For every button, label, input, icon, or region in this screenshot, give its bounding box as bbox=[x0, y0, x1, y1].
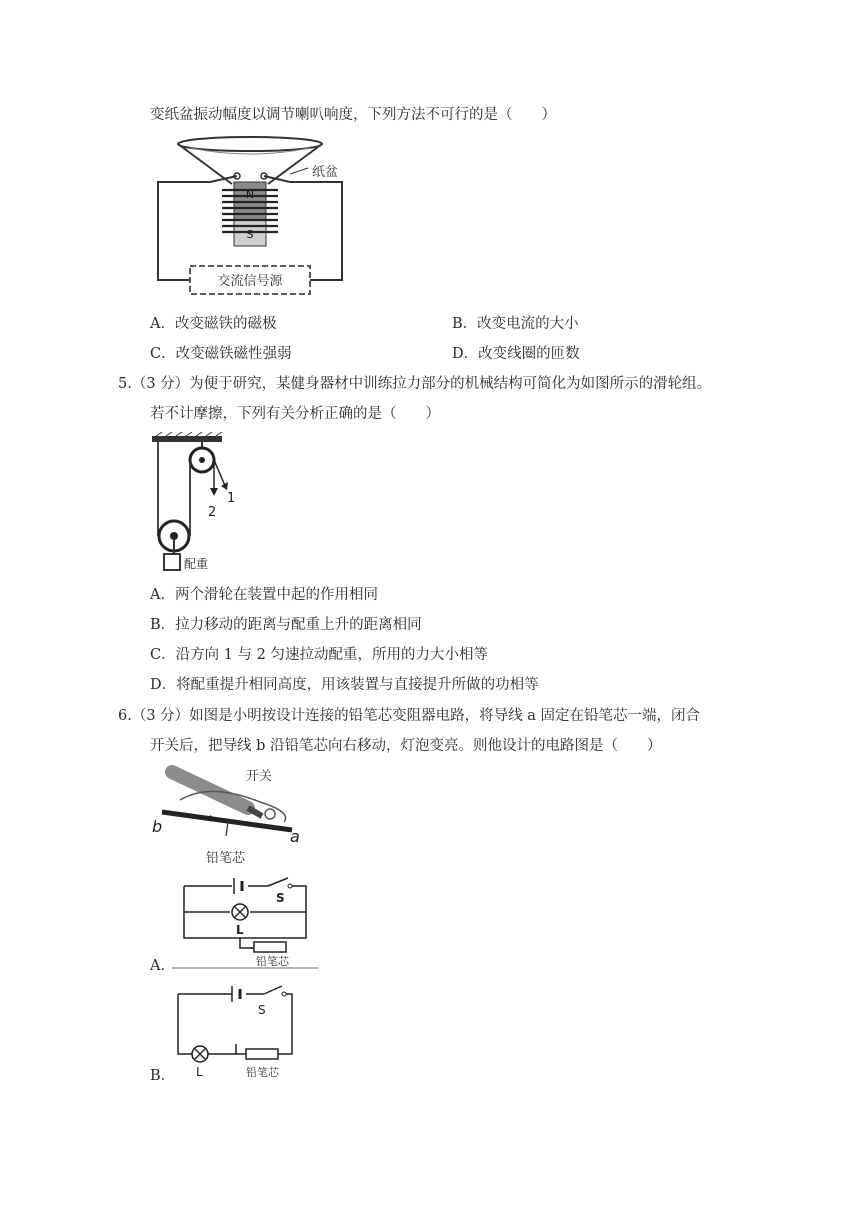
ac-source-label: 交流信号源 bbox=[217, 274, 283, 289]
q6-option-b-label: B． bbox=[150, 1068, 176, 1084]
speaker-figure bbox=[150, 134, 350, 304]
switch-label: 开关 bbox=[246, 769, 273, 784]
q4-option-d: D．改变线圈的匝数 bbox=[452, 346, 580, 362]
circuit-b-lead-label: 铅笔芯 bbox=[246, 1066, 279, 1079]
q6-option-a-label: A． bbox=[150, 958, 175, 974]
q5-option-c: C．沿方向 1 与 2 匀速拉动配重，所用的力大小相等 bbox=[150, 647, 488, 663]
pencil-lead-label: 铅笔芯 bbox=[206, 851, 246, 866]
q5-option-a: A．两个滑轮在装置中起的作用相同 bbox=[150, 587, 378, 603]
q4-option-b: B．改变电流的大小 bbox=[452, 316, 579, 332]
circuit-a-lead-label: 铅笔芯 bbox=[256, 955, 289, 968]
direction-2-label: 2 bbox=[208, 505, 217, 520]
q6-stem-line2: 开关后，把导线 b 沿铅笔芯向右移动，灯泡变亮。则他设计的电路图是（ ） bbox=[150, 738, 662, 754]
q6-stem-line1: 6.（3 分）如图是小明按设计连接的铅笔芯变阻器电路，将导线 a 固定在铅笔芯一端，闭合 bbox=[118, 708, 701, 724]
weight-label: 配重 bbox=[184, 557, 209, 571]
q4-stem: 变纸盆振动幅度以调节喇叭响度，下列方法不可行的是（ ） bbox=[150, 107, 556, 123]
direction-1-label: 1 bbox=[227, 491, 236, 506]
n-pole-label: N bbox=[245, 188, 255, 201]
q5-option-d: D．将配重提升相同高度，用该装置与直接提升所做的功相等 bbox=[150, 677, 539, 693]
circuit-a-switch-label: S bbox=[276, 891, 285, 905]
pulley-figure bbox=[150, 432, 270, 577]
circuit-b-switch-label: S bbox=[258, 1003, 266, 1017]
q4-option-c: C．改变磁铁磁性强弱 bbox=[150, 346, 292, 362]
wire-b-label: b bbox=[152, 817, 163, 836]
q5-option-b: B．拉力移动的距离与配重上升的距离相同 bbox=[150, 617, 422, 633]
q4-option-a: A．改变磁铁的磁极 bbox=[150, 316, 277, 332]
circuit-a bbox=[170, 876, 320, 971]
pencil-lead-figure bbox=[150, 762, 310, 870]
q5-stem-line2: 若不计摩擦，下列有关分析正确的是（ ） bbox=[150, 406, 440, 422]
paper-cone-label: 纸盆 bbox=[312, 165, 339, 180]
wire-a-label: a bbox=[290, 827, 300, 846]
circuit-b-lamp-label: L bbox=[196, 1065, 203, 1079]
circuit-b bbox=[170, 984, 300, 1079]
q5-stem-line1: 5.（3 分）为便于研究，某健身器材中训练拉力部分的机械结构可简化为如图所示的滑轮组。 bbox=[118, 376, 712, 392]
s-pole-label: S bbox=[246, 228, 254, 241]
circuit-a-lamp-label: L bbox=[236, 923, 244, 937]
